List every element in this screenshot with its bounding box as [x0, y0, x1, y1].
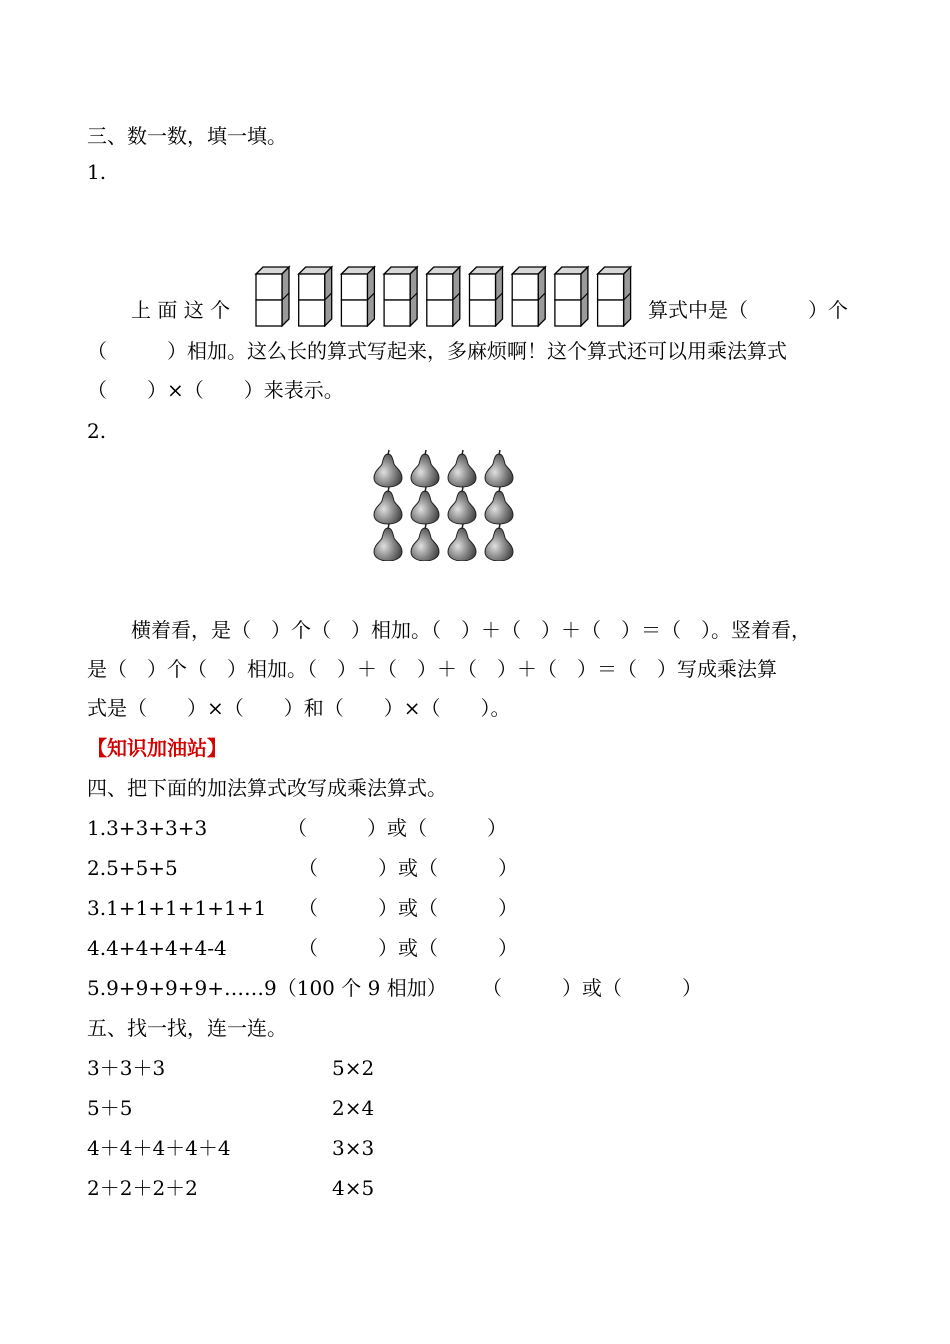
q2-line3: 式是（ ）×（ ）和（ ）×（ ）。: [87, 696, 511, 720]
s5-right-1: 5×2: [332, 1056, 375, 1080]
s4-item-1-expr: 1.3+3+3+3: [87, 816, 208, 840]
s4-item-2-expr: 2.5+5+5: [87, 856, 178, 880]
s5-left-4: 2＋2＋2＋2: [87, 1176, 198, 1200]
q1-line3: （ ）×（ ）来表示。: [87, 378, 344, 402]
pears-illustration: [370, 446, 520, 561]
s4-item-4-blank: （ ）或（ ）: [298, 936, 518, 960]
cube-stack: [256, 267, 289, 326]
q1-line1-end: 算式中是（ ）个: [648, 298, 848, 322]
pear-icon: [411, 524, 439, 561]
pear-icon: [448, 524, 476, 561]
pear-icon: [485, 524, 513, 561]
s4-item-2-blank: （ ）或（ ）: [298, 856, 518, 880]
cube-stack: [512, 267, 545, 326]
q2-line1: 横着看，是（ ）个（ ）相加。（ ）＋（ ）＋（ ）＝（ ）。竖着看，: [131, 618, 811, 642]
q1-number: 1.: [87, 160, 107, 184]
q1-line2: （ ）相加。这么长的算式写起来，多麻烦啊！这个算式还可以用乘法算式: [87, 339, 787, 363]
s4-item-3-expr: 3.1+1+1+1+1+1: [87, 896, 267, 920]
cube-stack: [555, 267, 588, 326]
s5-left-1: 3＋3＋3: [87, 1056, 166, 1080]
s5-right-2: 2×4: [332, 1096, 375, 1120]
s4-item-5-expr: 5.9+9+9+9+……9（100 个 9 相加）: [87, 976, 447, 1000]
pear-icon: [448, 487, 476, 524]
pear-icon: [374, 487, 402, 524]
section4-heading: 四、把下面的加法算式改写成乘法算式。: [87, 776, 447, 800]
pear-icon: [448, 450, 476, 487]
q2-line2: 是（ ）个（ ）相加。（ ）＋（ ）＋（ ）＋（ ）＝（ ）写成乘法算: [87, 657, 777, 681]
knowledge-tip-heading: 【知识加油站】: [87, 736, 227, 760]
pear-icon: [411, 487, 439, 524]
s4-item-3-blank: （ ）或（ ）: [298, 896, 518, 920]
section5-heading: 五、找一找，连一连。: [87, 1016, 287, 1040]
cube-stack: [470, 267, 503, 326]
pear-icon: [374, 524, 402, 561]
s5-left-2: 5＋5: [87, 1096, 133, 1120]
s4-item-4-expr: 4.4+4+4+4-4: [87, 936, 227, 960]
pear-icon: [485, 450, 513, 487]
section3-heading: 三、数一数，填一填。: [87, 124, 287, 148]
cube-stack: [384, 267, 417, 326]
cube-stack: [598, 267, 631, 326]
s5-right-4: 4×5: [332, 1176, 375, 1200]
cube-stack: [299, 267, 332, 326]
q1-line1-start: 上 面 这 个: [131, 298, 231, 322]
cube-stacks-illustration: [254, 265, 639, 327]
q2-number: 2.: [87, 419, 107, 443]
cube-stack: [341, 267, 374, 326]
pear-icon: [374, 450, 402, 487]
s4-item-5-blank: （ ）或（ ）: [482, 976, 702, 1000]
s5-left-3: 4＋4＋4＋4＋4: [87, 1136, 231, 1160]
s4-item-1-blank: （ ）或（ ）: [287, 816, 507, 840]
pear-icon: [485, 487, 513, 524]
s5-right-3: 3×3: [332, 1136, 375, 1160]
pear-icon: [411, 450, 439, 487]
cube-stack: [427, 267, 460, 326]
